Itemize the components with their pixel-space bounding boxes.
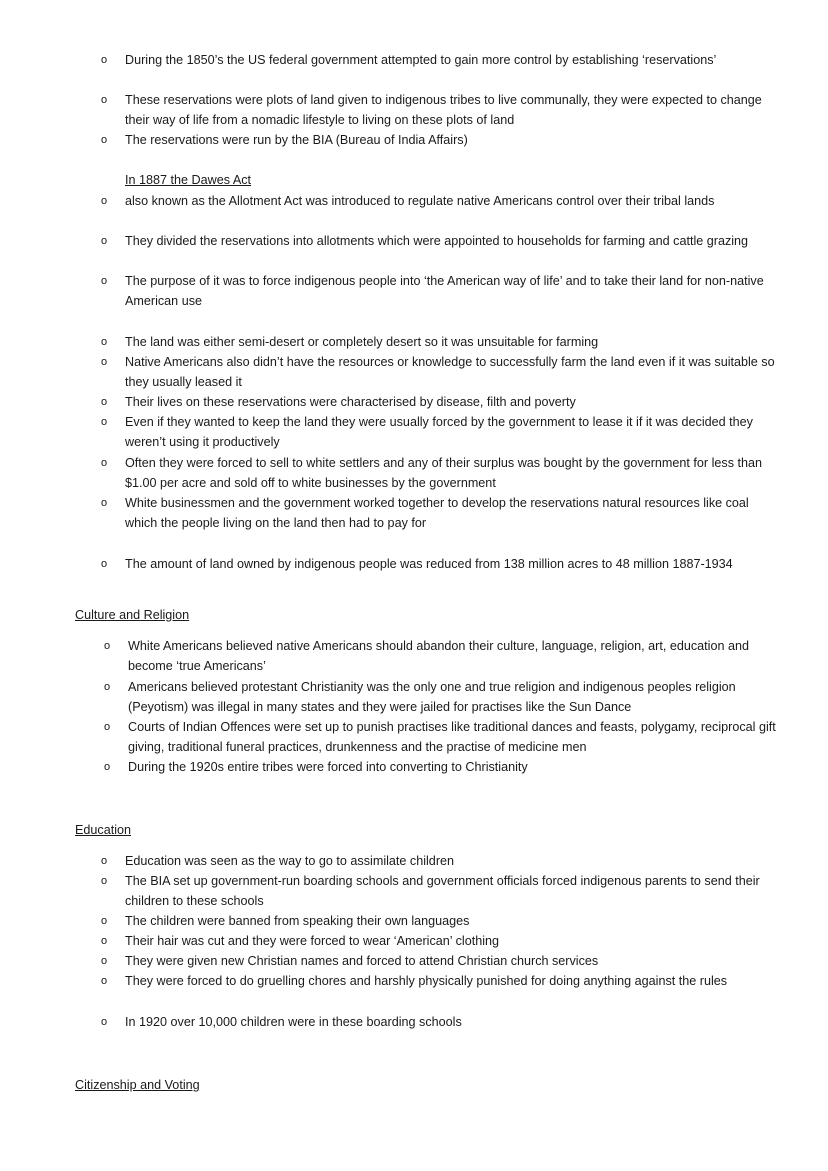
bullet-marker: o (104, 681, 111, 693)
list-item: In 1920 over 10,000 children were in these boarding schools (125, 1015, 462, 1029)
bullet-marker: o (101, 457, 108, 469)
bullet-marker: o (101, 416, 108, 428)
list-item: The purpose of it was to force indigenous people into ‘the American way of life’ and to take their land for non-native American use (125, 274, 764, 308)
list-item: also known as the Allotment Act was introduced to regulate native Americans control over their tribal lands (125, 194, 715, 208)
bullet-marker: o (101, 195, 108, 207)
bullet-marker: o (101, 134, 108, 146)
list-item: Native Americans also didn’t have the resources or knowledge to successfully farm the land even if it was suitable so they usually leased it (125, 355, 775, 389)
list-item: The land was either semi-desert or completely desert so it was unsuitable for farming (125, 335, 599, 349)
bullet-marker: o (101, 1016, 108, 1028)
culture-religion-heading: Culture and Religion (75, 608, 190, 622)
list-item: Courts of Indian Offences were set up to punish practises like traditional dances and feasts, polygamy, reciprocal gift giving, traditional funeral practices, drunkenness and the practise of medicine men (128, 720, 776, 754)
bullet-marker: o (101, 396, 108, 408)
bullet-marker: o (101, 855, 108, 867)
dawes-act-heading: In 1887 the Dawes Act (125, 173, 252, 187)
bullet-marker: o (101, 915, 108, 927)
bullet-marker: o (101, 497, 108, 509)
list-item: Education was seen as the way to go to assimilate children (125, 854, 455, 868)
list-item: The children were banned from speaking their own languages (125, 914, 470, 928)
list-item: During the 1920s entire tribes were forced into converting to Christianity (128, 760, 528, 774)
list-item: Their lives on these reservations were characterised by disease, filth and poverty (125, 395, 576, 409)
list-item: They divided the reservations into allotments which were appointed to households for farming and cattle grazing (125, 234, 749, 248)
bullet-marker: o (101, 558, 108, 570)
list-item: Americans believed protestant Christianity was the only one and true religion and indigenous peoples religion (Peyotism) was illegal in many states and they were jailed for practises like the Sun Dance (128, 680, 736, 714)
list-item: They were forced to do gruelling chores and harshly physically punished for doing anything against the rules (125, 974, 728, 988)
list-item: Their hair was cut and they were forced to wear ‘American’ clothing (125, 934, 500, 948)
bullet-marker: o (101, 935, 108, 947)
list-item: The BIA set up government-run boarding schools and government officials forced indigenous parents to send their children to these schools (125, 874, 760, 908)
list-item: They were given new Christian names and forced to attend Christian church services (125, 954, 599, 968)
list-item: The amount of land owned by indigenous people was reduced from 138 million acres to 48 million 1887-1934 (125, 557, 733, 571)
bullet-marker: o (101, 875, 108, 887)
bullet-marker: o (101, 275, 108, 287)
bullet-marker: o (101, 336, 108, 348)
citizenship-voting-heading: Citizenship and Voting (75, 1078, 200, 1092)
list-item: Even if they wanted to keep the land they were usually forced by the government to lease it if it was decided they weren’t using it productively (125, 415, 753, 449)
bullet-marker: o (104, 761, 111, 773)
bullet-marker: o (101, 955, 108, 967)
list-item: During the 1850’s the US federal government attempted to gain more control by establishing ‘reservations’ (125, 53, 717, 67)
list-item: The reservations were run by the BIA (Bureau of India Affairs) (125, 133, 468, 147)
bullet-marker: o (101, 94, 108, 106)
list-item: White businessmen and the government worked together to develop the reservations natural resources like coal which the people living on the land then had to pay for (125, 496, 749, 530)
list-item: These reservations were plots of land given to indigenous tribes to live communally, they were expected to change their way of life from a nomadic lifestyle to living on these plots of land (125, 93, 762, 127)
bullet-marker: o (101, 235, 108, 247)
bullet-marker: o (101, 356, 108, 368)
bullet-marker: o (104, 721, 111, 733)
bullet-marker: o (101, 54, 108, 66)
bullet-marker: o (101, 975, 108, 987)
list-item: Often they were forced to sell to white settlers and any of their surplus was bought by the government for less than $1.00 per acre and sold off to white businesses by the government (125, 456, 763, 490)
education-heading: Education (75, 823, 132, 837)
list-item: White Americans believed native Americans should abandon their culture, language, religion, art, education and become ‘true Americans’ (128, 639, 749, 673)
bullet-marker: o (104, 640, 111, 652)
